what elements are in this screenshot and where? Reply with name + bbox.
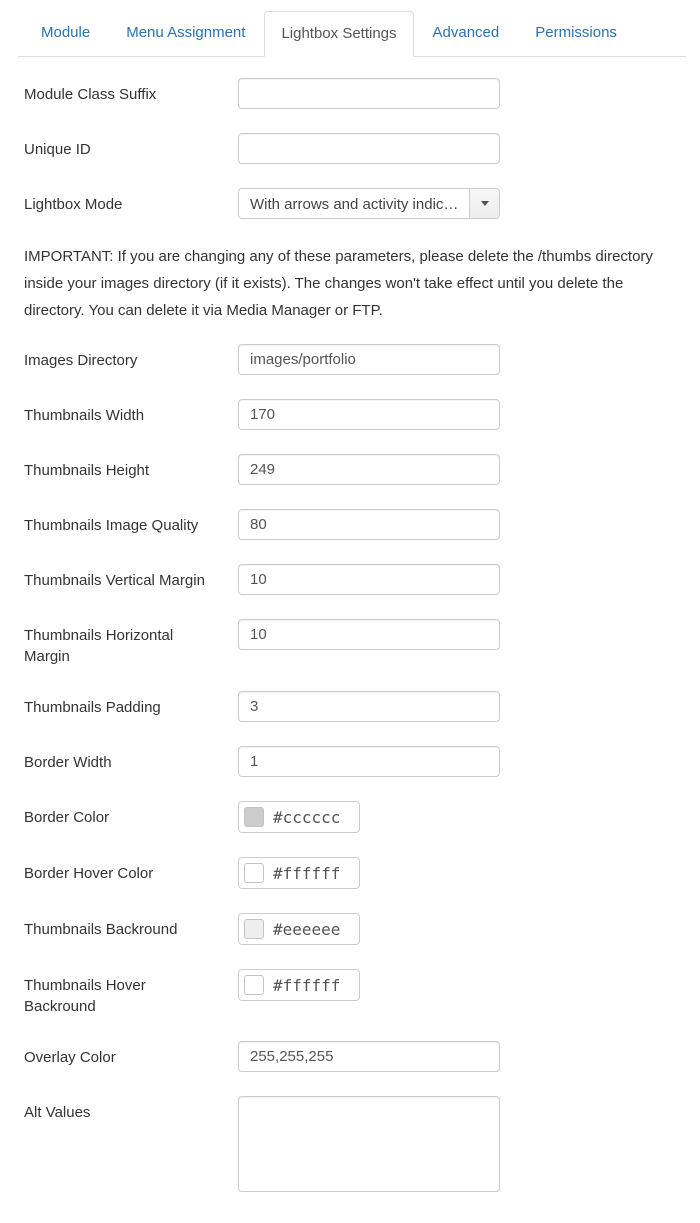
field-label-thumbnails-image-quality: Thumbnails Image Quality xyxy=(24,517,199,534)
thumbnails-hover-backround-picker[interactable] xyxy=(238,969,360,1001)
thumbnails-backround-picker[interactable] xyxy=(238,913,360,945)
tab-advanced[interactable]: Advanced xyxy=(432,24,500,41)
form-row-border-hover-color xyxy=(24,857,700,889)
field-label-unique-id: Unique ID xyxy=(24,141,91,158)
field-label-overlay-color: Overlay Color xyxy=(24,1049,116,1066)
field-control-thumbnails-hover-backround xyxy=(238,969,360,1001)
field-label-thumbnails-horizontal-margin: Thumbnails Horizontal Margin xyxy=(24,627,174,665)
unique-id-input[interactable] xyxy=(238,133,500,164)
field-control-thumbnails-backround xyxy=(238,913,360,945)
form-row-thumbnails-hover-backround xyxy=(24,969,700,1017)
tab-permissions[interactable]: Permissions xyxy=(535,24,617,41)
field-label-thumbnails-width: Thumbnails Width xyxy=(24,407,145,424)
caret-down-icon xyxy=(481,201,489,206)
form-row-module-class-suffix xyxy=(24,78,700,109)
alt-values-textarea[interactable] xyxy=(238,1096,500,1192)
tab-module[interactable]: Module xyxy=(41,24,91,41)
field-label-border-width: Border Width xyxy=(24,754,112,771)
thumbnails-backround-value: #eeeeee xyxy=(273,919,341,939)
form-row-thumbnails-width xyxy=(24,399,700,430)
form-row-thumbnails-image-quality xyxy=(24,509,700,540)
thumbnails-padding-input[interactable] xyxy=(238,691,500,722)
field-control-overlay-color xyxy=(238,1041,500,1072)
thumbnails-hover-backround-value: #ffffff xyxy=(273,975,341,995)
form-row-thumbnails-vertical-margin xyxy=(24,564,700,595)
images-directory-input[interactable] xyxy=(238,344,500,375)
lightbox-mode-dropdown-button[interactable] xyxy=(469,189,499,218)
field-label-images-directory: Images Directory xyxy=(24,352,138,369)
thumbnails-horizontal-margin-input[interactable] xyxy=(238,619,500,650)
field-control-thumbnails-image-quality xyxy=(238,509,500,540)
border-color-value: #cccccc xyxy=(273,807,341,827)
field-control-module-class-suffix xyxy=(238,78,500,109)
form-row-thumbnails-horizontal-margin xyxy=(24,619,700,667)
thumbnails-image-quality-input[interactable] xyxy=(238,509,500,540)
field-control-thumbnails-height xyxy=(238,454,500,485)
border-hover-color-picker[interactable] xyxy=(238,857,360,889)
border-hover-color-swatch[interactable] xyxy=(244,863,264,883)
form-row-unique-id xyxy=(24,133,700,164)
field-control-thumbnails-padding xyxy=(238,691,500,722)
tab-lightbox-settings[interactable]: Lightbox Settings xyxy=(264,11,413,57)
field-control-thumbnails-width xyxy=(238,399,500,430)
form-row-alt-values xyxy=(24,1096,700,1197)
thumbnails-backround-swatch[interactable] xyxy=(244,919,264,939)
settings-form xyxy=(0,57,700,1197)
border-color-picker[interactable] xyxy=(238,801,360,833)
module-class-suffix-input[interactable] xyxy=(238,78,500,109)
thumbnails-width-input[interactable] xyxy=(238,399,500,430)
lightbox-mode-select[interactable] xyxy=(238,188,500,219)
form-row-images-directory xyxy=(24,344,700,375)
border-hover-color-value: #ffffff xyxy=(273,863,341,883)
tab-menu-assignment[interactable]: Menu Assignment xyxy=(126,24,246,41)
field-label-module-class-suffix: Module Class Suffix xyxy=(24,86,157,103)
field-control-border-width xyxy=(238,746,500,777)
tab-bar xyxy=(18,10,686,57)
field-control-unique-id xyxy=(238,133,500,164)
field-label-thumbnails-vertical-margin: Thumbnails Vertical Margin xyxy=(24,572,205,589)
important-notice: IMPORTANT: If you are changing any of these parameters, please delete the /thumbs directory inside your images directory (if it exists). The changes won't take effect until you delete the directory. You can delete it via Media Manager or FTP. xyxy=(24,248,653,319)
form-row-thumbnails-height xyxy=(24,454,700,485)
lightbox-mode-selected-option: With arrows and activity indic… xyxy=(250,196,459,213)
thumbnails-hover-backround-swatch[interactable] xyxy=(244,975,264,995)
form-row-border-color xyxy=(24,801,700,833)
field-label-thumbnails-height: Thumbnails Height xyxy=(24,462,150,479)
fields-main-group xyxy=(24,344,700,1197)
field-control-alt-values xyxy=(238,1096,500,1197)
form-row-thumbnails-padding xyxy=(24,691,700,722)
form-row-overlay-color xyxy=(24,1041,700,1072)
thumbnails-vertical-margin-input[interactable] xyxy=(238,564,500,595)
field-label-lightbox-mode: Lightbox Mode xyxy=(24,196,123,213)
field-label-thumbnails-backround: Thumbnails Backround xyxy=(24,921,178,938)
form-row-border-width xyxy=(24,746,700,777)
thumbnails-height-input[interactable] xyxy=(238,454,500,485)
border-color-swatch[interactable] xyxy=(244,807,264,827)
field-label-border-hover-color: Border Hover Color xyxy=(24,865,154,882)
field-label-thumbnails-padding: Thumbnails Padding xyxy=(24,699,161,716)
field-label-alt-values: Alt Values xyxy=(24,1104,91,1121)
field-label-border-color: Border Color xyxy=(24,809,110,826)
field-label-thumbnails-hover-backround: Thumbnails Hover Backround xyxy=(24,977,146,1015)
form-row-thumbnails-backround xyxy=(24,913,700,945)
field-control-thumbnails-horizontal-margin xyxy=(238,619,500,650)
field-control-thumbnails-vertical-margin xyxy=(238,564,500,595)
field-control-images-directory xyxy=(238,344,500,375)
fields-top-group xyxy=(24,78,700,219)
overlay-color-input[interactable] xyxy=(238,1041,500,1072)
border-width-input[interactable] xyxy=(238,746,500,777)
field-control-border-color xyxy=(238,801,360,833)
form-row-lightbox-mode xyxy=(24,188,700,219)
field-control-border-hover-color xyxy=(238,857,360,889)
field-control-lightbox-mode xyxy=(238,188,500,219)
